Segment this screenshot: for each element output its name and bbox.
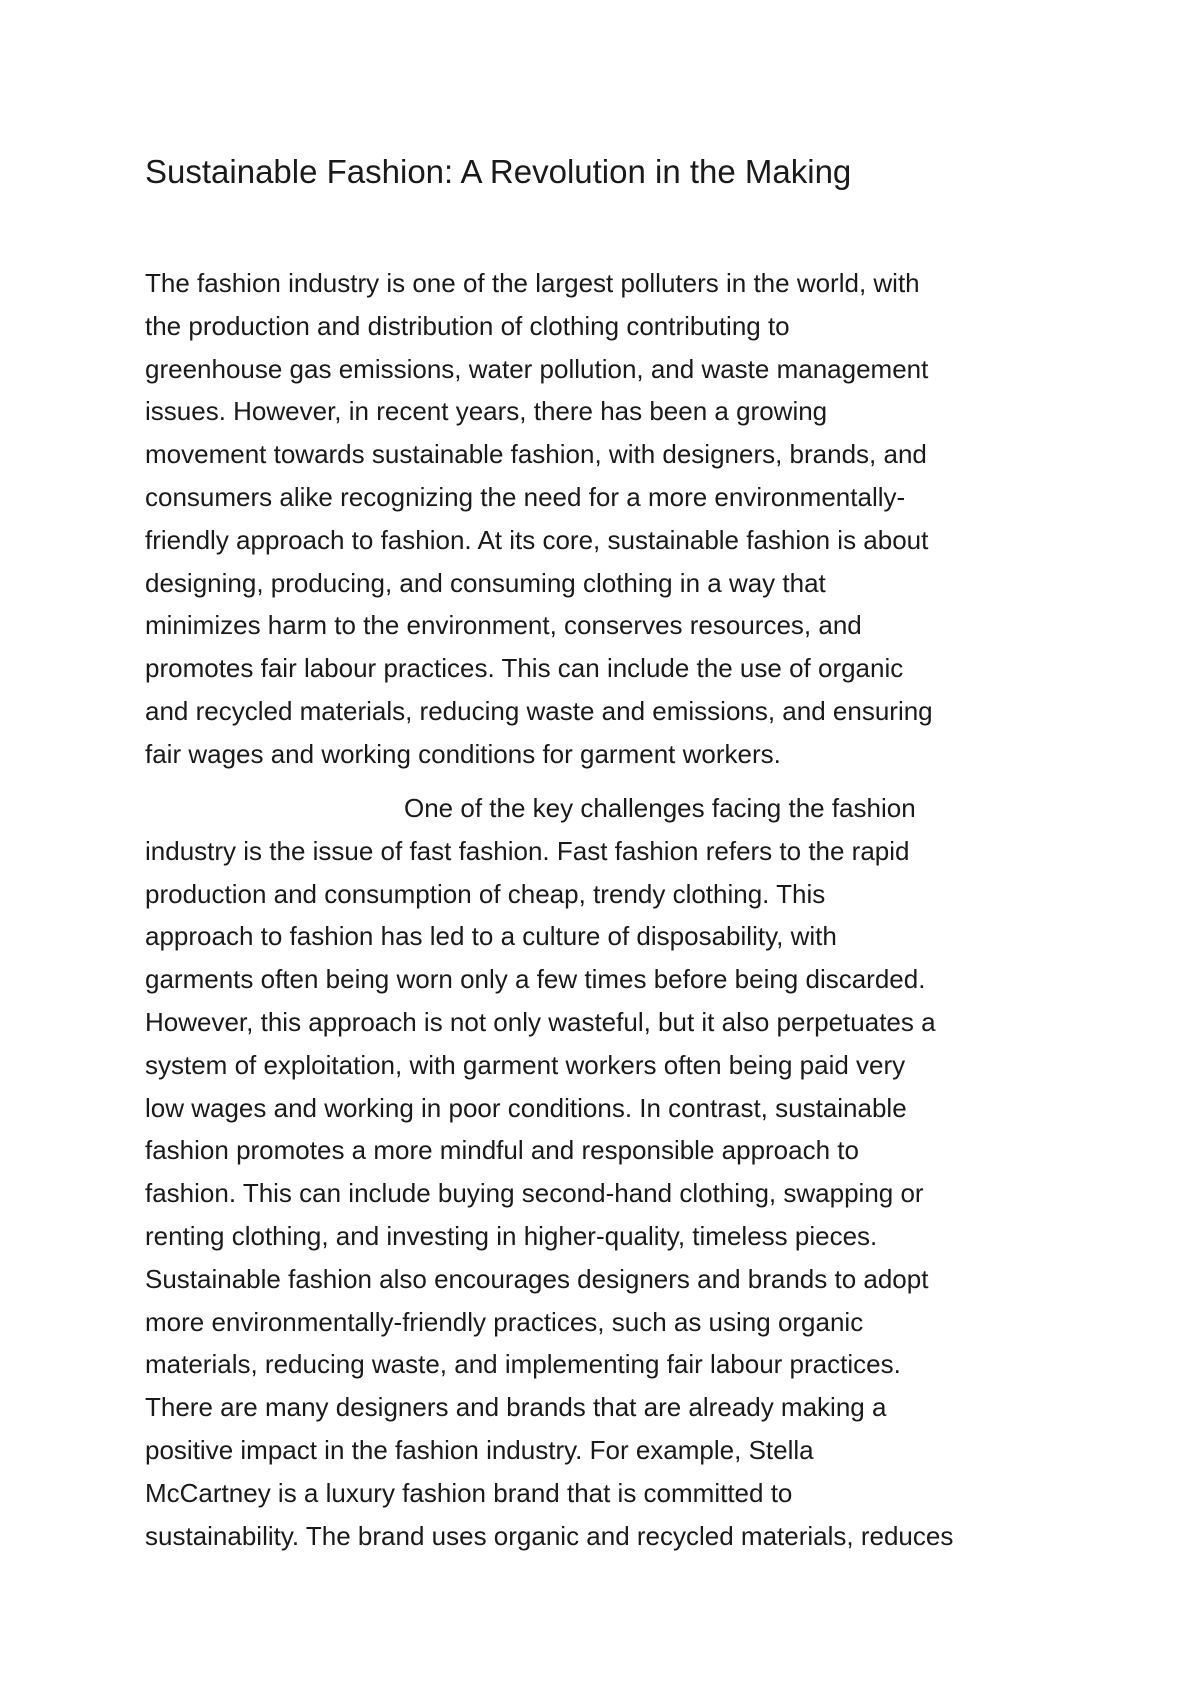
paragraph-line: consumers alike recognizing the need for a more environmentally-	[145, 481, 906, 512]
paragraph-2	[145, 787, 1105, 1557]
paragraph-line: minimizes harm to the environment, conserves resources, and	[145, 610, 862, 641]
paragraph-line: friendly approach to fashion. At its core, sustainable fashion is about	[145, 524, 929, 555]
paragraph-line: fair wages and working conditions for garment workers.	[145, 738, 781, 769]
paragraph-line: The fashion industry is one of the largest polluters in the world, with	[145, 268, 920, 298]
paragraph-line: There are many designers and brands that are already making a	[145, 1392, 887, 1423]
paragraph-line: issues. However, in recent years, there has been a growing	[145, 396, 828, 427]
paragraph-line: designing, producing, and consuming clothing in a way that	[145, 567, 826, 598]
paragraph-line: and recycled materials, reducing waste and emissions, and ensuring	[145, 695, 933, 726]
paragraph-line-indented: One of the key challenges facing the fashion	[404, 793, 916, 823]
paragraph-line: low wages and working in poor conditions. In contrast, sustainable	[145, 1092, 907, 1123]
paragraph-line: fashion promotes a more mindful and responsible approach to	[145, 1135, 859, 1166]
paragraph-line: promotes fair labour practices. This can include the use of organic	[145, 653, 904, 684]
paragraph-line: McCartney is a luxury fashion brand that is committed to	[145, 1477, 793, 1508]
paragraph-line: system of exploitation, with garment workers often being paid very	[145, 1049, 906, 1080]
paragraph-line: movement towards sustainable fashion, with designers, brands, and	[145, 439, 927, 470]
paragraph-line: fashion. This can include buying second-hand clothing, swapping or	[145, 1178, 924, 1209]
paragraph-line: sustainability. The brand uses organic and recycled materials, reduces	[145, 1520, 954, 1551]
paragraph-line: more environmentally-friendly practices, such as using organic	[145, 1306, 864, 1337]
paragraph-line: garments often being worn only a few times before being discarded.	[145, 964, 926, 995]
paragraph-line: approach to fashion has led to a culture of disposability, with	[145, 921, 837, 952]
paragraph-line: However, this approach is not only wasteful, but it also perpetuates a	[145, 1006, 936, 1037]
paragraph-line: the production and distribution of clothing contributing to	[145, 310, 790, 341]
paragraph-line: renting clothing, and investing in higher-quality, timeless pieces.	[145, 1220, 878, 1251]
paragraph-line: production and consumption of cheap, trendy clothing. This	[145, 878, 826, 909]
paragraph-1	[145, 262, 1105, 776]
paragraph-line: industry is the issue of fast fashion. Fast fashion refers to the rapid	[145, 835, 910, 866]
paragraph-line: Sustainable fashion also encourages designers and brands to adopt	[145, 1263, 929, 1294]
paragraph-line: greenhouse gas emissions, water pollution, and waste management	[145, 353, 929, 384]
paragraph-line: positive impact in the fashion industry. For example, Stella	[145, 1434, 814, 1465]
paragraph-line: materials, reducing waste, and implementing fair labour practices.	[145, 1349, 901, 1380]
document-title: Sustainable Fashion: A Revolution in the Making	[145, 153, 852, 190]
